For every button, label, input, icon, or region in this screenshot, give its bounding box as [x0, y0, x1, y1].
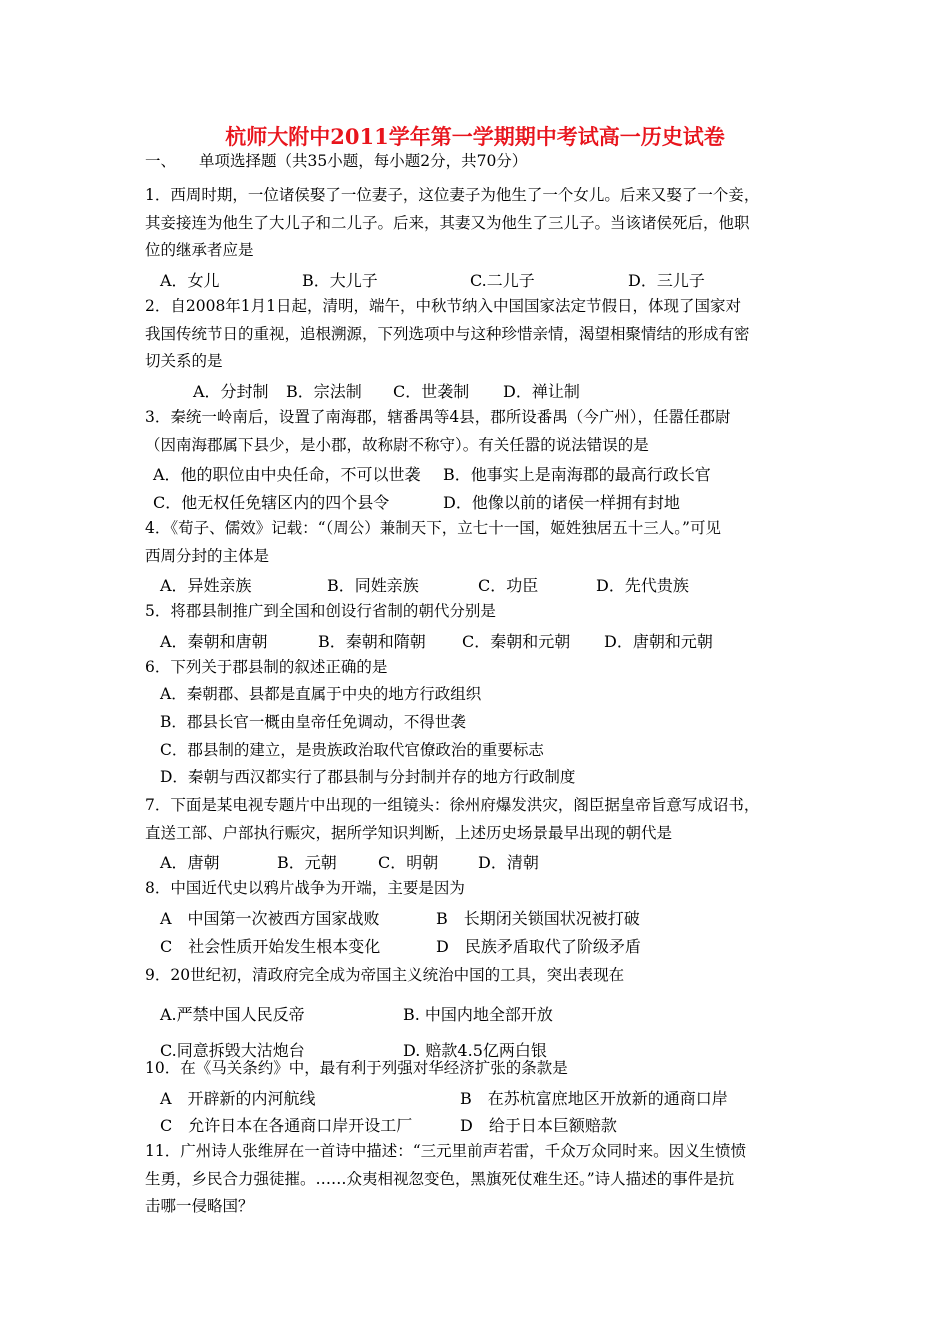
option-d: D．禅让制	[503, 382, 580, 401]
option-a: A．异姓亲族	[160, 576, 252, 595]
option-d: D 民族矛盾取代了阶级矛盾	[436, 937, 641, 956]
question-line: 生勇，乡民合力强徒摧。……众夷相视忽变色，黑旗死仗难生还。”诗人描述的事件是抗	[145, 1170, 735, 1188]
option-d: D．清朝	[478, 853, 539, 872]
option-c: C．世袭制	[393, 382, 470, 401]
option-a: A．秦朝郡、县都是直属于中央的地方行政组织	[160, 685, 482, 703]
option-b: B．元朝	[277, 853, 337, 872]
question-line: 3．秦统一岭南后，设置了南海郡，辖番禺等4县，郡所设番禺（今广州），任嚣任郡尉	[145, 408, 731, 426]
question-line: （因南海郡属下县少，是小郡，故称尉不称守）。有关任嚣的说法错误的是	[145, 436, 649, 454]
option-b: B．秦朝和隋朝	[318, 632, 426, 651]
option-a: A．分封制	[193, 382, 269, 401]
question-line: 其妾接连为他生了大儿子和二儿子。后来，其妻又为他生了三儿子。当该诸侯死后，他职	[145, 214, 750, 232]
section-text: 单项选择题（共35小题，每小题2分，共70分）	[199, 152, 528, 170]
option-d: D．三儿子	[628, 271, 705, 290]
option-b: B. 中国内地全部开放	[403, 1005, 553, 1024]
question-line: 2．自2008年1月1日起，清明，端午，中秋节纳入中国国家法定节假日，体现了国家对	[145, 297, 742, 315]
question-line: 位的继承者应是	[145, 241, 254, 259]
option-d: D．先代贵族	[596, 576, 689, 595]
option-c: C.同意拆毁大沽炮台	[160, 1041, 305, 1060]
option-c: C．秦朝和元朝	[462, 632, 571, 651]
question-line: 西周分封的主体是	[145, 547, 270, 565]
option-a: A．他的职位由中央任命，不可以世袭	[153, 465, 421, 484]
question-line: 击哪一侵略国？	[145, 1197, 254, 1215]
option-b: B 长期闭关锁国状况被打破	[436, 909, 640, 928]
question-line: 10．在《马关条约》中，最有利于列强对华经济扩张的条款是	[145, 1059, 568, 1077]
question-line: 11．广州诗人张维屏在一首诗中描述：“三元里前声若雷，千众万众同时来。因义生愤愤	[145, 1142, 747, 1160]
question-line: 1．西周时期，一位诸侯娶了一位妻子，这位妻子为他生了一个女儿。后来又娶了一个妾，	[145, 186, 760, 204]
option-c: C．郡县制的建立，是贵族政治取代官僚政治的重要标志	[160, 741, 544, 759]
option-d: D．唐朝和元朝	[604, 632, 713, 651]
exam-title: 杭师大附中2011学年第一学期期中考试高一历史试卷	[225, 124, 725, 149]
option-b: B．宗法制	[286, 382, 362, 401]
question-line: 8．中国近代史以鸦片战争为开端，主要是因为	[145, 879, 465, 897]
option-c: C．他无权任免辖区内的四个县令	[153, 493, 390, 512]
option-b: B．郡县长官一概由皇帝任免调动，不得世袭	[160, 713, 466, 731]
option-c: C 允许日本在各通商口岸开设工厂	[160, 1116, 413, 1135]
section-marker: 一、	[145, 152, 177, 170]
option-b: B．同姓亲族	[327, 576, 419, 595]
option-a: A.严禁中国人民反帝	[160, 1005, 305, 1024]
option-b: B 在苏杭富庶地区开放新的通商口岸	[460, 1089, 728, 1108]
option-d: D．他像以前的诸侯一样拥有封地	[443, 493, 680, 512]
question-line: 4．《荀子、儒效》记载：“（周公）兼制天下，立七十一国，姬姓独居五十三人。”可见	[145, 519, 721, 537]
question-line: 6．下列关于郡县制的叙述正确的是	[145, 658, 388, 676]
option-a: A．唐朝	[160, 853, 220, 872]
question-line: 我国传统节日的重视，追根溯源，下列选项中与这种珍惜亲情，渴望相聚情结的形成有密	[145, 325, 750, 343]
option-d: D. 赔款4.5亿两白银	[403, 1041, 547, 1060]
option-c: C．明朝	[378, 853, 439, 872]
option-b: B．大儿子	[302, 271, 378, 290]
question-line: 直送工部、户部执行赈灾，据所学知识判断，上述历史场景最早出现的朝代是	[145, 824, 673, 842]
question-line: 5．将郡县制推广到全国和创设行省制的朝代分别是	[145, 602, 496, 620]
option-a: A 中国第一次被西方国家战败	[160, 909, 380, 928]
option-a: A 开辟新的内河航线	[160, 1089, 316, 1108]
option-a: A．女儿	[160, 271, 220, 290]
option-d: D 给于日本巨额赔款	[460, 1116, 617, 1135]
section-heading	[145, 151, 528, 171]
option-a: A．秦朝和唐朝	[160, 632, 268, 651]
option-c: C.二儿子	[470, 271, 535, 290]
option-c: C．功臣	[478, 576, 539, 595]
option-c: C 社会性质开始发生根本变化	[160, 937, 381, 956]
option-d: D．秦朝与西汉都实行了郡县制与分封制并存的地方行政制度	[160, 768, 576, 786]
question-line: 切关系的是	[145, 352, 223, 370]
option-b: B．他事实上是南海郡的最高行政长官	[443, 465, 711, 484]
question-line: 9．20世纪初，清政府完全成为帝国主义统治中国的工具，突出表现在	[145, 966, 625, 984]
question-line: 7．下面是某电视专题片中出现的一组镜头：徐州府爆发洪灾，阁臣据皇帝旨意写成诏书，	[145, 796, 760, 814]
